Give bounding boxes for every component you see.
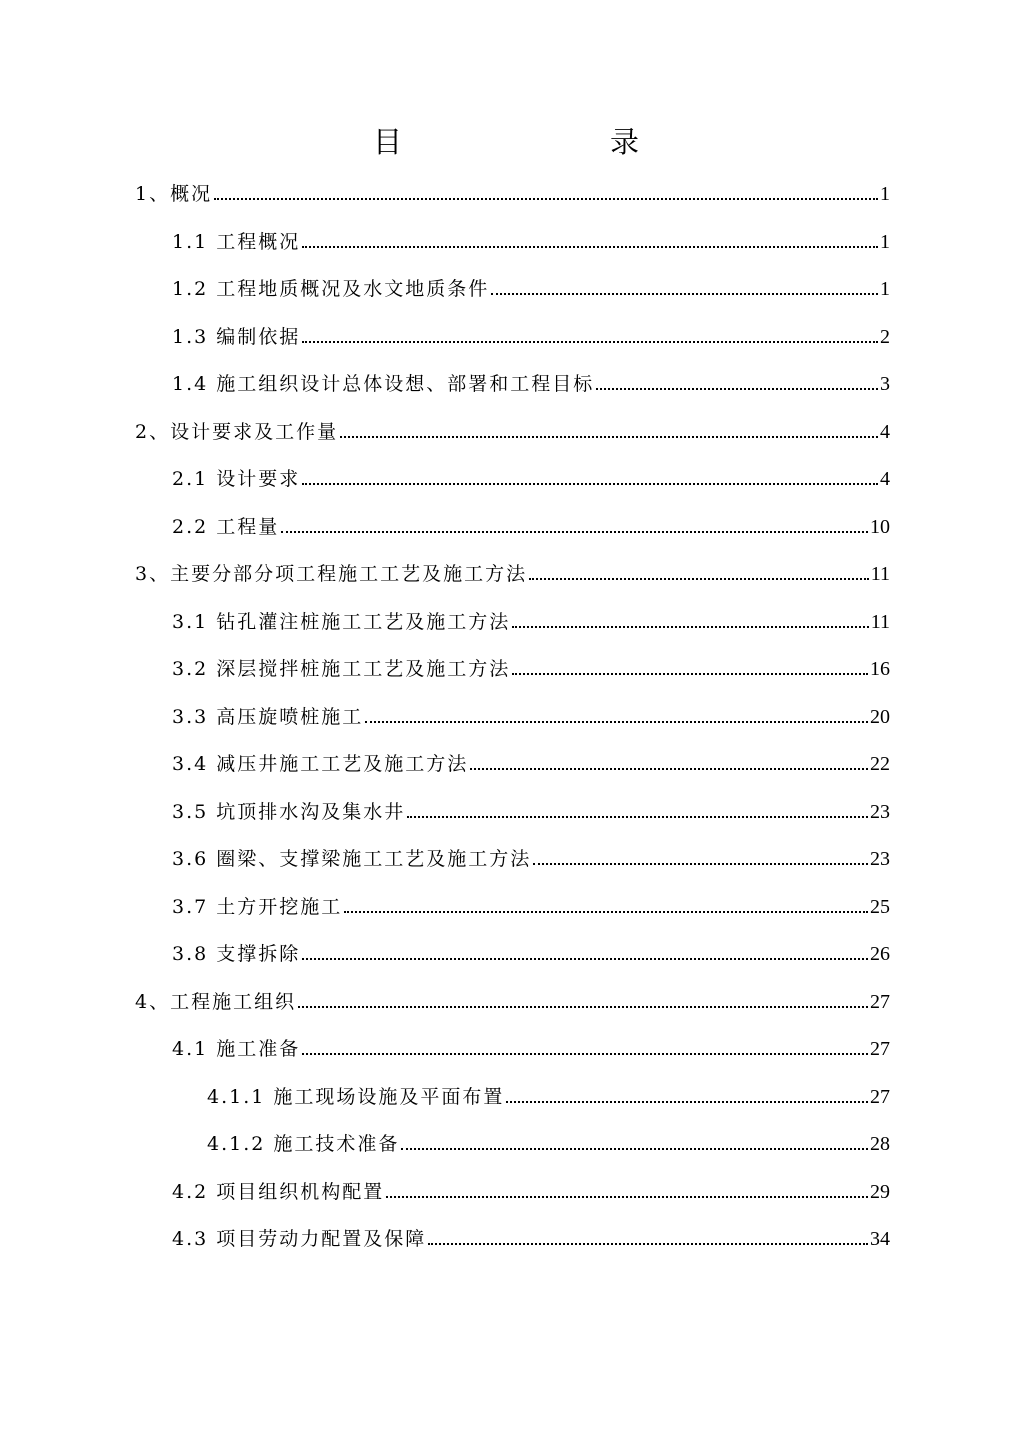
dot-leader bbox=[386, 1195, 868, 1198]
dot-leader bbox=[302, 957, 868, 960]
dot-leader bbox=[428, 1242, 868, 1245]
dot-leader bbox=[491, 292, 878, 295]
dot-leader bbox=[302, 245, 878, 248]
dot-leader bbox=[529, 577, 869, 580]
toc-entry-label: 3.1 钻孔灌注桩施工工艺及施工方法 bbox=[172, 610, 511, 633]
toc-entry[interactable] bbox=[172, 788, 890, 824]
toc-entry-page: 10 bbox=[870, 515, 890, 538]
toc-entry[interactable] bbox=[172, 693, 890, 729]
toc-entry-label: 2.1 设计要求 bbox=[172, 468, 301, 490]
toc-entry[interactable] bbox=[207, 1120, 890, 1156]
toc-entry-label: 1.3 编制依据 bbox=[172, 325, 301, 348]
toc-entry-label: 3.4 减压井施工工艺及施工方法 bbox=[172, 753, 469, 775]
dot-leader bbox=[401, 1147, 868, 1150]
toc-entry[interactable] bbox=[172, 1168, 890, 1204]
dot-leader bbox=[407, 815, 868, 818]
toc-entry-label: 4.1.1 施工现场设施及平面布置 bbox=[207, 1085, 505, 1108]
toc-entry-label: 4.1.2 施工技术准备 bbox=[207, 1133, 400, 1155]
toc-entry-label: 4.3 项目劳动力配置及保障 bbox=[172, 1228, 427, 1250]
toc-entry-label: 3、主要分部分项工程施工工艺及施工方法 bbox=[135, 563, 528, 585]
toc-entry-label: 4、工程施工组织 bbox=[135, 990, 297, 1013]
toc-entry-page: 11 bbox=[870, 610, 890, 633]
toc-entry-page: 27 bbox=[870, 1085, 890, 1108]
toc-entry-page: 1 bbox=[880, 230, 890, 253]
toc-entry[interactable] bbox=[172, 645, 890, 681]
dot-leader bbox=[298, 1005, 868, 1008]
toc-entry-label: 2、设计要求及工作量 bbox=[135, 420, 339, 443]
toc-entry-page: 2 bbox=[880, 325, 890, 348]
toc-entry[interactable] bbox=[135, 408, 890, 444]
toc-entry-label: 1.4 施工组织设计总体设想、部署和工程目标 bbox=[172, 373, 595, 395]
dot-leader bbox=[302, 482, 878, 485]
toc-entry-label: 1、概况 bbox=[135, 183, 213, 205]
toc-entry[interactable] bbox=[172, 265, 890, 301]
toc-entry[interactable] bbox=[135, 550, 890, 586]
toc-entry[interactable] bbox=[172, 455, 890, 491]
toc-entry-label: 2.2 工程量 bbox=[172, 515, 280, 538]
dot-leader bbox=[512, 625, 868, 628]
dot-leader bbox=[340, 435, 878, 438]
toc-entry-page: 1 bbox=[880, 183, 890, 205]
dot-leader bbox=[302, 1052, 868, 1055]
dot-leader bbox=[506, 1100, 868, 1103]
toc-entry-page: 29 bbox=[870, 1180, 890, 1203]
toc-entry[interactable] bbox=[135, 978, 890, 1014]
toc-entry-page: 1 bbox=[880, 278, 890, 300]
toc-entry-label: 3.3 高压旋喷桩施工 bbox=[172, 705, 364, 728]
toc-entry[interactable] bbox=[207, 1073, 890, 1109]
toc-entry-page: 20 bbox=[870, 705, 890, 728]
dot-leader bbox=[596, 387, 878, 390]
toc-entry[interactable] bbox=[172, 740, 890, 776]
toc-entry-page: 34 bbox=[870, 1228, 890, 1250]
toc-entry-page: 11 bbox=[870, 563, 890, 585]
toc-entry[interactable] bbox=[172, 1215, 890, 1251]
dot-leader bbox=[281, 530, 868, 533]
dot-leader bbox=[214, 197, 878, 200]
toc-entry[interactable] bbox=[172, 930, 890, 966]
toc-entry[interactable] bbox=[172, 598, 890, 634]
toc-title: 目 录 bbox=[372, 125, 689, 159]
toc-entry-page: 4 bbox=[880, 468, 890, 490]
toc-entry-page: 22 bbox=[870, 753, 890, 775]
toc-entry[interactable] bbox=[172, 360, 890, 396]
toc-entry-page: 25 bbox=[870, 895, 890, 918]
toc-entry[interactable] bbox=[135, 170, 890, 206]
toc-entry-label: 1.2 工程地质概况及水文地质条件 bbox=[172, 278, 490, 300]
toc-entry[interactable] bbox=[172, 883, 890, 919]
toc-entry[interactable] bbox=[172, 503, 890, 539]
toc-entry-page: 23 bbox=[870, 800, 890, 823]
toc-entry[interactable] bbox=[172, 835, 890, 871]
toc-entry-label: 3.7 土方开挖施工 bbox=[172, 895, 343, 918]
toc-entry-label: 3.8 支撑拆除 bbox=[172, 943, 301, 965]
toc-entry-label: 4.1 施工准备 bbox=[172, 1038, 301, 1060]
toc-entry-label: 3.5 坑顶排水沟及集水井 bbox=[172, 800, 406, 823]
dot-leader bbox=[533, 862, 868, 865]
toc-entry-label: 1.1 工程概况 bbox=[172, 230, 301, 253]
toc-entry-page: 26 bbox=[870, 943, 890, 965]
toc-entry-label: 3.2 深层搅拌桩施工工艺及施工方法 bbox=[172, 658, 511, 680]
dot-leader bbox=[470, 767, 868, 770]
dot-leader bbox=[365, 720, 868, 723]
toc-entry-page: 4 bbox=[880, 420, 890, 443]
dot-leader bbox=[344, 910, 868, 913]
toc-entry-page: 16 bbox=[870, 658, 890, 680]
toc-entry-page: 27 bbox=[870, 990, 890, 1013]
toc-entry-page: 28 bbox=[870, 1133, 890, 1155]
toc-entry[interactable] bbox=[172, 1025, 890, 1061]
toc-entry[interactable] bbox=[172, 218, 890, 254]
toc-entry-page: 23 bbox=[870, 848, 890, 870]
dot-leader bbox=[512, 672, 868, 675]
toc-entry-label: 3.6 圈梁、支撑梁施工工艺及施工方法 bbox=[172, 848, 532, 870]
toc-entry[interactable] bbox=[172, 313, 890, 349]
toc-entry-label: 4.2 项目组织机构配置 bbox=[172, 1180, 385, 1203]
toc-entry-page: 3 bbox=[880, 373, 890, 395]
toc-entry-page: 27 bbox=[870, 1038, 890, 1060]
dot-leader bbox=[302, 340, 878, 343]
